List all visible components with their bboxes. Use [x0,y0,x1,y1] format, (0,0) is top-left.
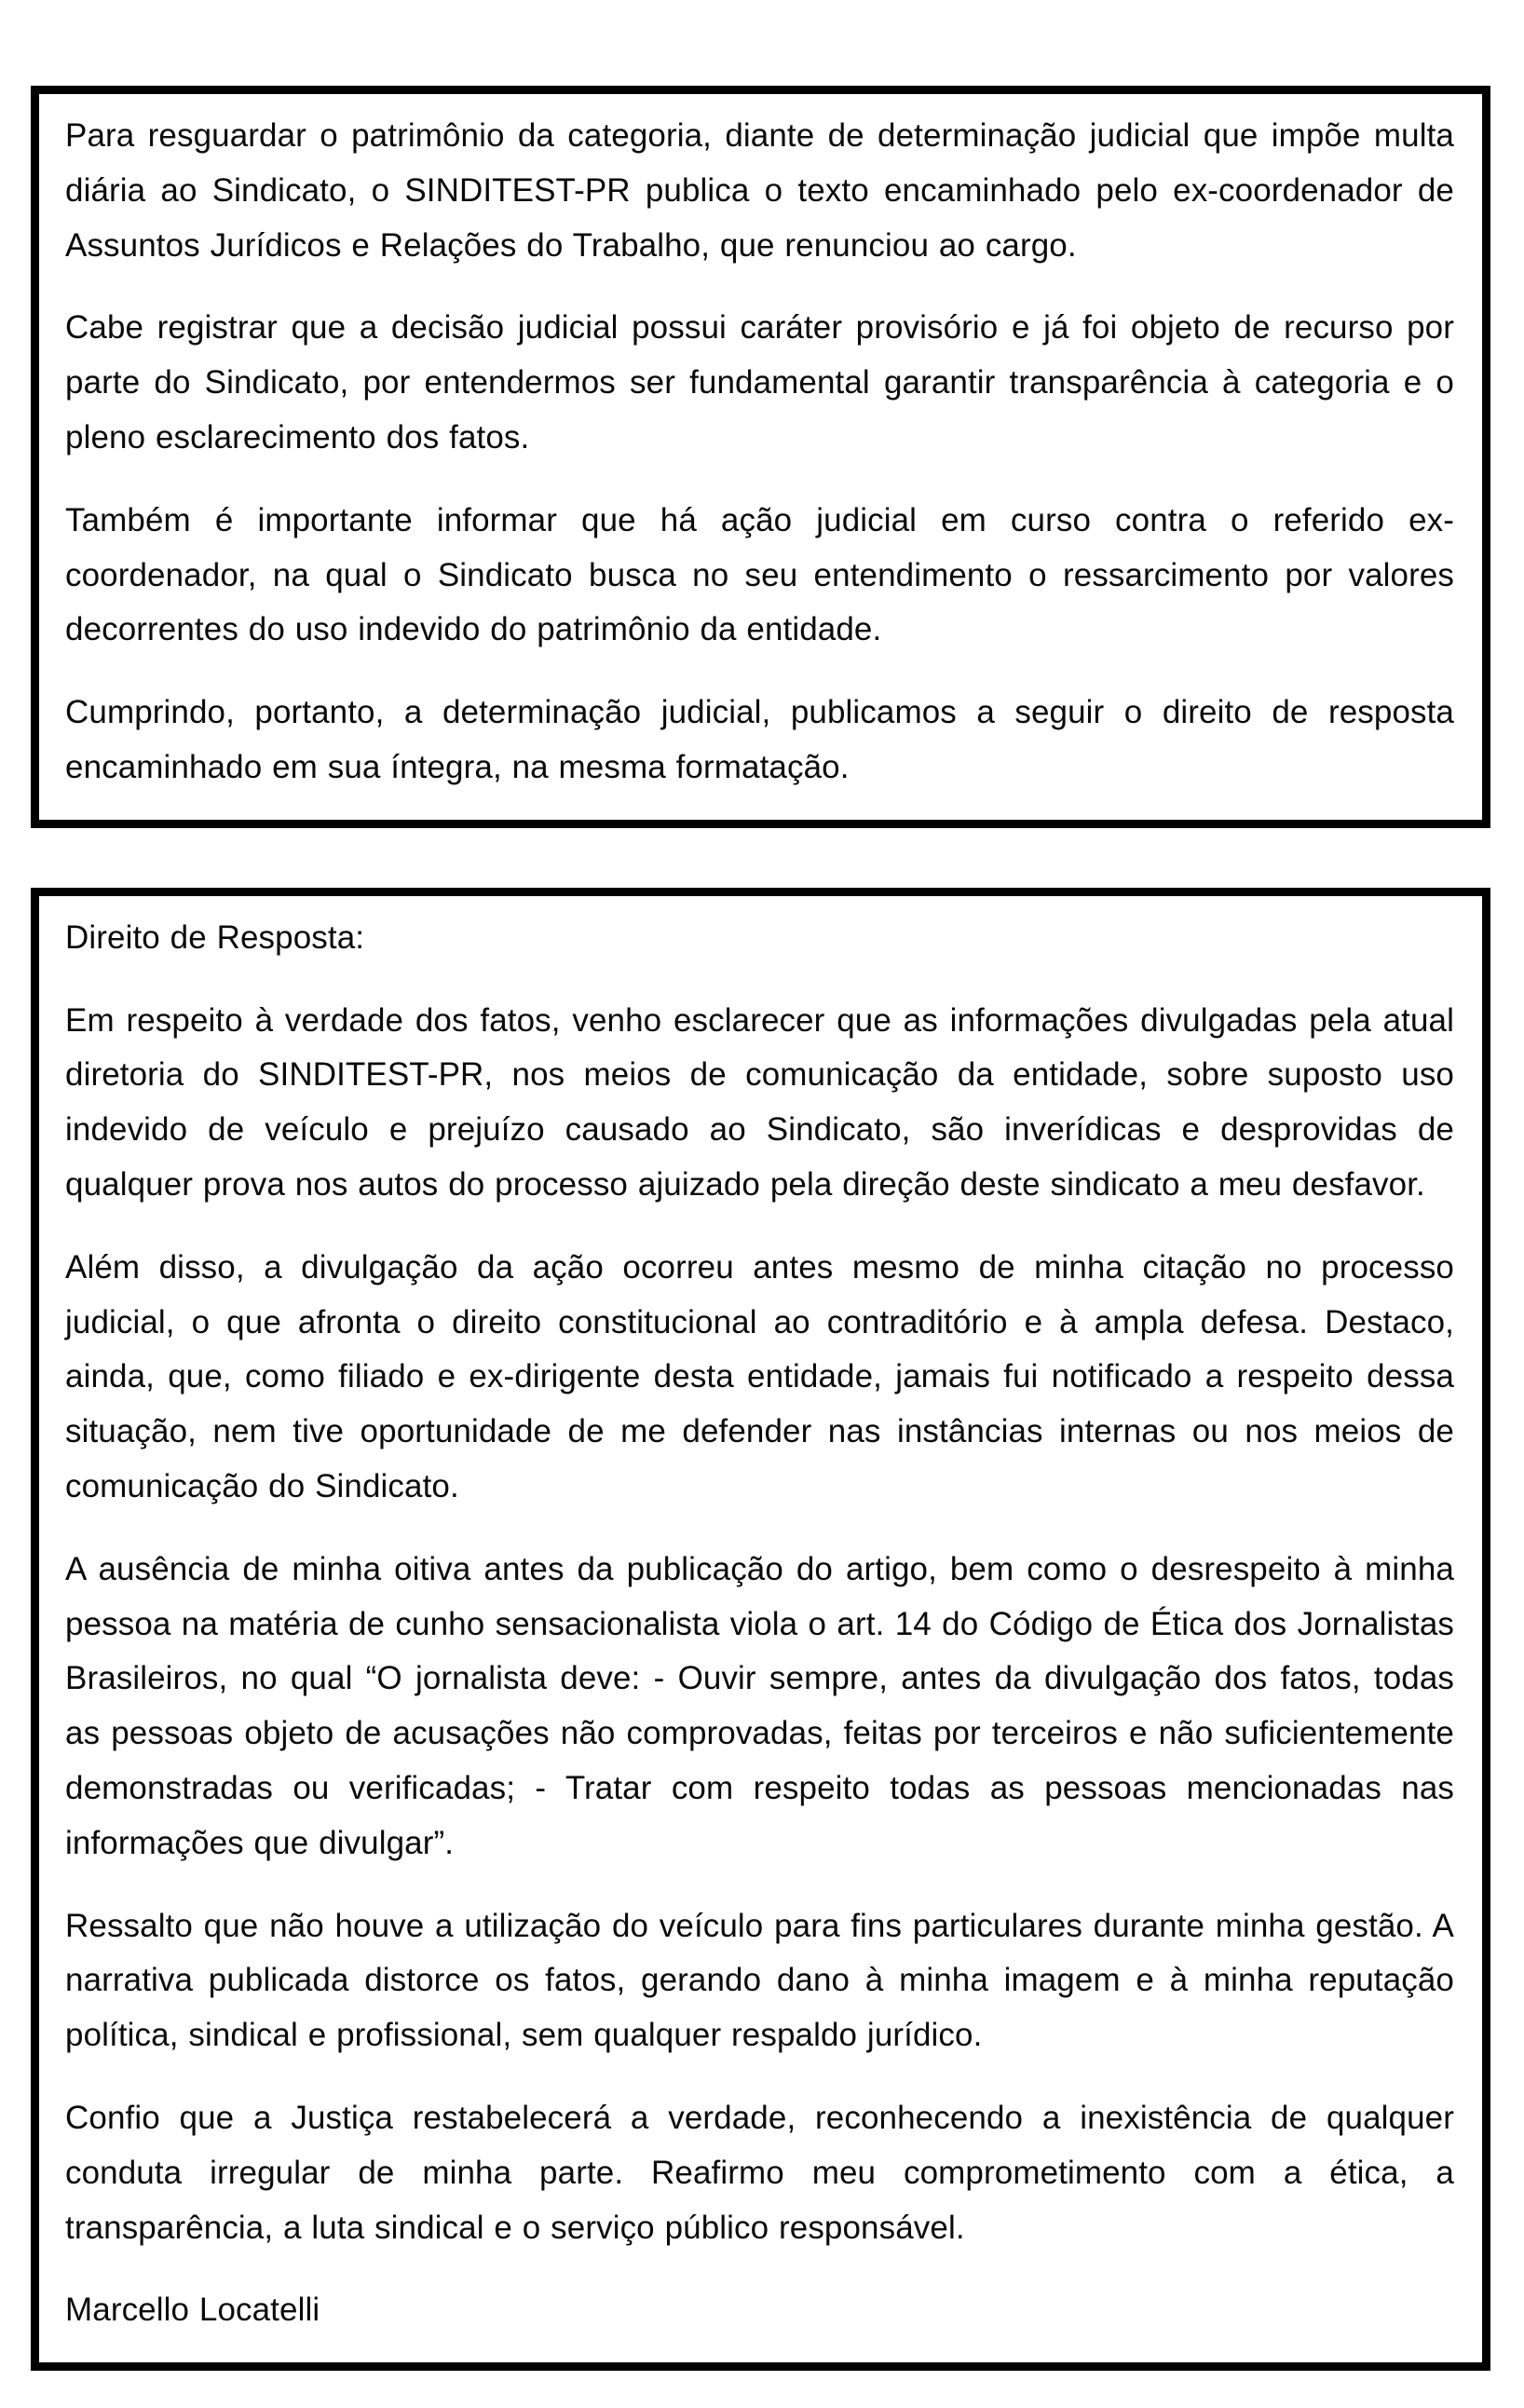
signature: Marcello Locatelli [65,2292,320,2329]
response-paragraph: Ressalto que não houve a utilização do veículo para fins particulares durante minha gestão. A narrativa publicada distorce os fatos, gerando dano à minha imagem e à minha reputação política, sindical e profissional, sem qualquer respaldo jurídico. [65,1907,1454,2054]
response-paragraph: A ausência de minha oitiva antes da publicação do artigo, bem como o desrespeito à minha pessoa na matéria de cunho sensacionalista viola o art. 14 do Código de Ética dos Jornalistas Brasileiros, no qual “O jornalista deve: - Ouvir sempre, antes da divulgação dos fatos, todas as pessoas objeto de acusações não comprovadas, feitas por terceiros e não suficientemente demonstradas ou verificadas; - Tratar com respeito todas as pessoas mencionadas nas informações que divulgar”. [65,1550,1454,1861]
response-paragraph: Confio que a Justiça restabelecerá a verdade, reconhecendo a inexistência de qualquer conduta irregular de minha parte. Reafirmo meu comprometimento com a ética, a transparência, a luta sindical e o serviço público responsável. [65,2099,1454,2246]
intro-paragraph: Também é importante informar que há ação judicial em curso contra o referido ex-coordenador, na qual o Sindicato busca no seu entendimento o ressarcimento por valores decorrentes do uso indevido do patrimônio da entidade. [65,501,1454,648]
response-paragraph: Além disso, a divulgação da ação ocorreu antes mesmo de minha citação no processo judicial, o que afronta o direito constitucional ao contraditório e à ampla defesa. Destaco, ainda, que, como filiado e ex-dirigente desta entidade, jamais fui notificado a respeito dessa situação, nem tive oportunidade de me defender nas instâncias internas ou nos meios de comunicação do Sindicato. [65,1248,1454,1504]
intro-box [31,86,1490,828]
intro-paragraph: Cumprindo, portanto, a determinação judicial, publicamos a seguir o direito de resposta encaminhado em sua íntegra, na mesma formatação. [65,694,1454,785]
response-paragraph: Em respeito à verdade dos fatos, venho esclarecer que as informações divulgadas pela atual diretoria do SINDITEST-PR, nos meios de comunicação da entidade, sobre suposto uso indevido de veículo e prejuízo causado ao Sindicato, são inverídicas e desprovidas de qualquer prova nos autos do processo ajuizado pela direção deste sindicato a meu desfavor. [65,1001,1454,1203]
response-box [31,888,1490,2371]
intro-paragraph: Cabe registrar que a decisão judicial possui caráter provisório e já foi objeto de recurso por parte do Sindicato, por entendermos ser fundamental garantir transparência à categoria e o pleno esclarecimento dos fatos. [65,309,1454,456]
response-heading: Direito de Resposta: [65,918,365,956]
intro-paragraph: Para resguardar o patrimônio da categoria, diante de determinação judicial que impõe multa diária ao Sindicato, o SINDITEST-PR publica o texto encaminhado pelo ex-coordenador de Assuntos Jurídicos e Relações do Trabalho, que renunciou ao cargo. [65,117,1454,264]
